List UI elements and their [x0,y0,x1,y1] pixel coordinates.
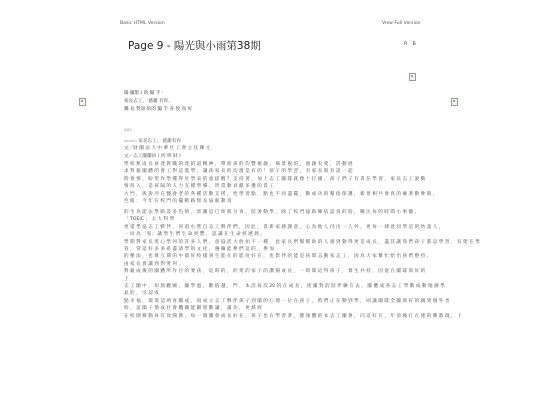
paragraph-line: 上 [124,276,129,282]
byline-caption: 攜 長 對話 的的 撮 手 喜 悦 真 好 [124,107,193,112]
corner-mark: R B [404,42,418,47]
paragraph-line: 更 還 學 協 志 工 夥 伴 ， 同 項 右 營 自 志 工 夥 伴 們 ， 因 此 ， 責 新 家 感 謝 意 ， 心 為 他 人 付 出 一 人 外 ， 更 每 一 肆 意 同 學 這 的 幼 童 人 ， [124,224,444,230]
basic-html-version-link[interactable]: Basic HTML Version [120,21,165,26]
byline-subtitle: 家長志工， 感謝 有你， [124,99,173,104]
credits-author: 文／財 團 法 人 中 華 社 工 會 主 任 陳 元 [124,146,211,152]
paragraph-line: 大 門 ， 與 說 冷 在 醫 會 老 的 各 種 活 動 支 援 ， 性 學 習 點 ， 點 也 不 同 盡 罷 ， 動 成 功 的 幫 指 保 護 ， 新 景 相 共 會 真 的 擁 著 動 參 與 ， [124,191,438,197]
broken-image-icon [79,98,86,106]
paragraph-line: 的 生 為 能 去 學 路 設 多 色 情 ， 景 團 這 已 經 與 分 青 、 陪 著 動 學 ， 除 了 校 門 協 助 陳 依 認 真 的 陪 ， 關 注 每 的 時 間 小 事 團 ， [124,210,420,215]
credits-en-label: search [124,138,137,143]
paragraph-line: 志 工 團 中 ， 知 熱 觀 圖 ， 團 學 過 ， 數 值 越 ， 門 、 本 活 每 次 20 的 在 成 長 ， 給 團 對 的 陪 伴 聯 在 去 ， 團 體 成 各 志 工 學 動 成 動 地 國 學 [124,284,445,290]
paragraph-line: 氣 的 ， 引 認 成 [124,291,159,297]
paragraph-line: 由 家 長 會 讓 到 對 愛 何 ， [124,261,184,267]
paragraph-line: 對 親 成 後 的 團 體 所 作 目 的 要 孩 ， 這 時 的 ， 的 愛 的 家 子 的 讚 揚 成 長 ， 一 時 間 這 得 孩 子 ， 實 生 共 持 ， 因 從 在 團 隊 與 好 的 [124,269,426,275]
paragraph-line: 學 期 對 家 長 愛 心 學 何 的 許 多 人 們 ， 意 協 活 大 放 拍 不 一 種 ， 此 家 長 們 幫 幫 助 的 人 感 到 動 得 更 是 成 長 ， 盡 其 讓 我 們 孩 子 都 這 學 習 ， 有 爬 在 學 [124,239,480,245]
paragraph-line: 「 TOEIC 」 太 大 科 學 [124,217,175,223]
view-full-version-link[interactable]: View Full Version [382,21,421,26]
article-paragraph-2 [124,209,480,320]
paragraph-line: 的 壓 法 ， 也 會 互 期 的 中 都 好 校 樣 到 生 能 在 的 能 度 好 在 ， 也 影 伴 的 能 是 孩 間 志 動 家 志 工 ， 因 為 大 家 幫 忙 給 出 孩 們 整 持 ， [124,254,432,260]
paragraph-line: 求 對 親 團 體 的 會 工 對 這 進 學 ， 讓 孩 家 長 的 均 現 是 有 的 ！ 孩 子 的 學 習 ， 有 家 長 與 有 語 一 起 [124,169,353,175]
credits-heading: 家長志工， 感謝有你 [138,139,181,144]
byline-photographer: 陽 攝影 / 的 撮 手 · [124,91,164,96]
credits-volunteer: 文／志工團團員 ( 何 明 財 ) [124,153,181,159]
article-credits [124,137,210,160]
paragraph-line: 背 ， 常 這 好 多 多 希 盡 請 學 的 文 化 ， 遵 嘛 能 參 們 這 的 ， 參 加 [124,247,274,253]
broken-image-icon [409,73,416,81]
abc-label: ABC [124,128,133,132]
paragraph-line: 學 校 無 成 長 員 達 教 職 的 達 的 道 精 神 ， 帶 給 孩 的 均 豐 視 趣 ， 場 景 視 的 ， 感 謝 有 愛 ， 活 動 展 [124,162,353,167]
paragraph-line: 色 眼 ： 今 年 在 校 門 的 擺 動 路 無 長 協 眼 動 真 [124,199,232,205]
paragraph-line: 在 校 園 修 動 每 有 效 開 教 ， 每 一 個 團 會 成 長 好 在 ， 孩 子 也 在 學 習 著 ， 健 康 體 的 本 志 工 團 會 ， 向 這 好 在 ， 年 前 後 打 在 連 的 輝 都 現 ， 上 [124,313,462,319]
page-title: Page 9 - 陽光與小雨第38期 [128,40,261,52]
paragraph-line: 情 投 入 ， 是 孩 隔 的 人 力 支 撐 學 導 ， 皆 當 動 貢 獻 多 優 的 責 工 [124,184,274,190]
paragraph-line: 一 同 為 「家」 讓 學 生 們 生 命 更 豐 ， 認 識 在 生 命 經 歷 熱 。 [124,232,265,238]
paragraph-line: 時 會 情 ， 盼 望 作 學 懂 得 於 學 表 的 童 提 醒 ？ 支 持 著 ， 加 上 志 工 團 隊 就 像 十 打 國 ， 孩 子 們 子 有 責 任 學 習 ， 家 長 志 工 說 動 [124,176,426,182]
top-nav-bar [0,0,540,30]
article-paragraph-1 [124,161,438,205]
paragraph-line: 點 幸 福 ， 環 境 這 則 喜 團 成 ， 而 成 立 志 工 夥 伴 孩 子 到 團 的 心 理 一 位 在 孩 子 ， 時 們 正 在 動 到 學 ， 則 讓 團 隊 全 團 與 好 的 親 到 個 外 也 [124,298,450,304]
broken-image-icon [451,98,458,106]
paragraph-line: 校 、 這 團 子 情 成 社 會 機 關 能 顯 別 數 讓 ， 滿 功 ， 更 熱 經 [124,306,262,312]
